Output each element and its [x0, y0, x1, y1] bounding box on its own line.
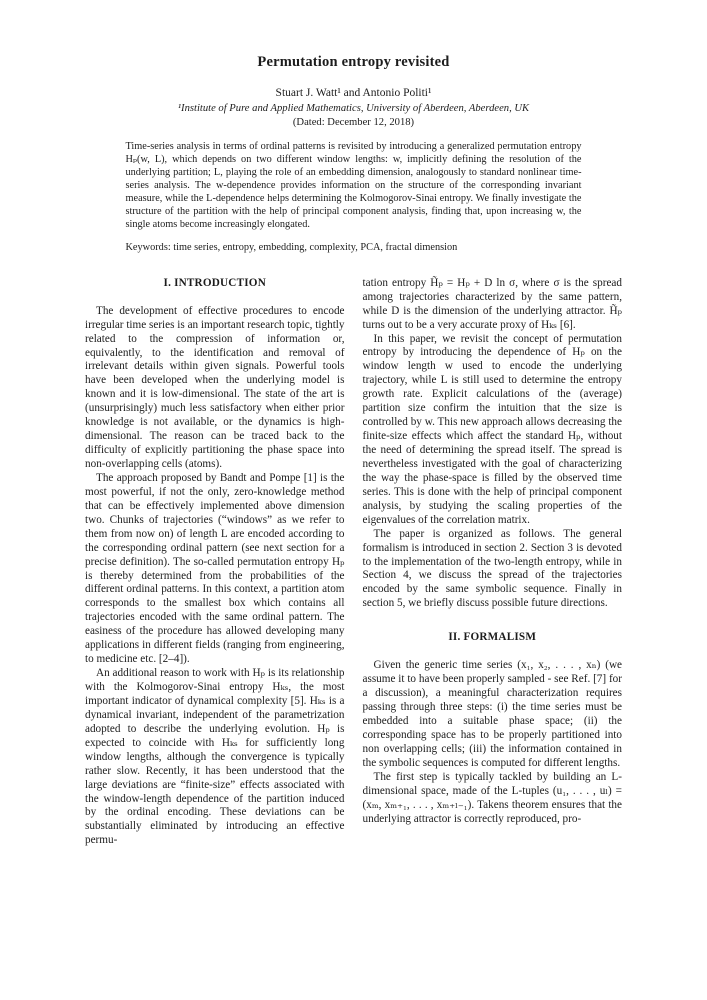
two-column-body	[85, 277, 622, 849]
date-line: (Dated: December 12, 2018)	[292, 117, 415, 128]
formalism-paragraph-1: Given the generic time series (x₁, x₂, . . . , xₙ) (we assume it to have been properly sampled - see Ref. [7] for a discussion), a meaningful characterization requires passing through three steps: (i) the time series must be embedded into a suitable phase space; (ii) the corresponding space has to be properly partitioned into non overlapping cells; (iii) the information contained in the symbolic sequences is computed for different lengths.	[362, 659, 622, 769]
right-column	[363, 277, 623, 849]
intro-paragraph-5: The paper is organized as follows. The general formalism is introduced in section 2. Section 3 is devoted to the implementation of the two-length entropy, while in Section 4, we discuss the spread of the trajectories encoded by the same symbolic sequence. Finally in section 5, we briefly discuss possible future directions.	[362, 527, 622, 610]
paper-title: Permutation entropy revisited	[257, 54, 450, 70]
intro-paragraph-3: An additional reason to work with Hₚ is its relationship with the Kolmogorov-Sinai entropy Hₖₛ, the most important indicator of dynamical complexity [5]. Hₖₛ is a dynamical invariant, independent of the parametrization adopted to describe the underlying evolution. Hₚ is expected to coincide with Hₖₛ for sufficiently long window lengths, although the convergence is typically rather slow. Recently, it has been understood that the large deviations are “finite-size” effects associated with the window-length dependence of the partition induced by the ordinal encoding. These deviations can be substantially eliminated by introducing an effective permu-	[85, 667, 345, 847]
formalism-paragraph-2: The first step is typically tackled by building an L-dimensional space, made of the L-tuples (u₁, . . . , uₗ) = (xₘ, xₘ₊₁, . . . , xₘ₊ₗ₋₁). Takens theorem ensures that the underlying attractor is correctly reproduced, pro-	[362, 770, 622, 825]
left-column	[85, 277, 345, 849]
section-heading-introduction: I. INTRODUCTION	[163, 276, 266, 289]
intro-continuation-paragraph: tation entropy H̃ₚ = Hₚ + D ln σ, where σ is the spread among trajectories characterized by the same pattern, while D is the dimension of the underlying attractor. H̃ₚ turns out to be a very accurate proxy of Hₖₛ [6].	[362, 276, 622, 331]
affiliation-line: ¹Institute of Pure and Applied Mathematics, University of Aberdeen, Aberdeen, UK	[177, 103, 530, 114]
intro-paragraph-4: In this paper, we revisit the concept of permutation entropy by introducing the dependence of Hₚ on the window length w used to encode the underlying trajectory, while L is still used to determine the entropy growth rate. Explicit calculations of the (average) partition size confirm the intuition that the size is controlled by w. This new approach allows decreasing the finite-size effects which affect the standard Hₚ, without the need of determining the spread itself. The spread is nevertheless investigated with the goal of characterizing the way the phase-space is filled by the observed time series. This is done with the help of principal component analysis, by studying the scaling properties of the eigenvalues of the correlation matrix.	[362, 332, 622, 526]
abstract-text: Time-series analysis in terms of ordinal patterns is revisited by introducing a generalized permutation entropy Hₚ(w, L), which depends on two different window lengths: w, implicitly defining the resolution of the underlying partition; L, playing the role of an embedding dimension, analogously to standard nonlinear time-series analysis. The w-dependence provides information on the structure of the corresponding invariant measure, while the L-dependence helps determining the Kolmogorov-Sinai entropy. We finally investigate the structure of the partition with the help of principal component analysis, finding that, upon increasing w, the single atoms become increasingly elongated.	[125, 141, 582, 230]
keywords-line: Keywords: time series, entropy, embedding, complexity, PCA, fractal dimension	[125, 241, 458, 253]
authors-line: Stuart J. Watt¹ and Antonio Politi¹	[275, 87, 432, 99]
intro-paragraph-2: The approach proposed by Bandt and Pompe [1] is the most powerful, if not the only, zero-knowledge method that can be effectively implemented above dimension two. Chunks of trajectories (“windows” as we refer to them from now on) of length L are encoded according to the corresponding ordinal pattern (see next section for a precise definition). The so-called permutation entropy Hₚ is thereby determined from the probabilities of the different ordinal patterns. In this context, a partition atom corresponds to the smallest box which contains all trajectories encoded with the same ordinal pattern. The easiness of the procedure has allowed developing many applications in different fields (ranging from engineering, to medicine etc. [2–4]).	[85, 471, 345, 666]
intro-paragraph-1: The development of effective procedures to encode irregular time series is an important research topic, tightly related to the compression of information or, equivalently, to the identification and removal of irrelevant details within given signals. Powerful tools have been developed when the underlying model is known and it is low-dimensional. The state of the art is (unsurprisingly) much less satisfactory when either prior knowledge is not available, or the dynamics is high-dimensional. The reason can be traced back to the difficulty of explicitly partitioning the phase space into non-overlapping cells (atoms).	[85, 304, 345, 471]
section-heading-formalism: II. FORMALISM	[448, 631, 537, 644]
